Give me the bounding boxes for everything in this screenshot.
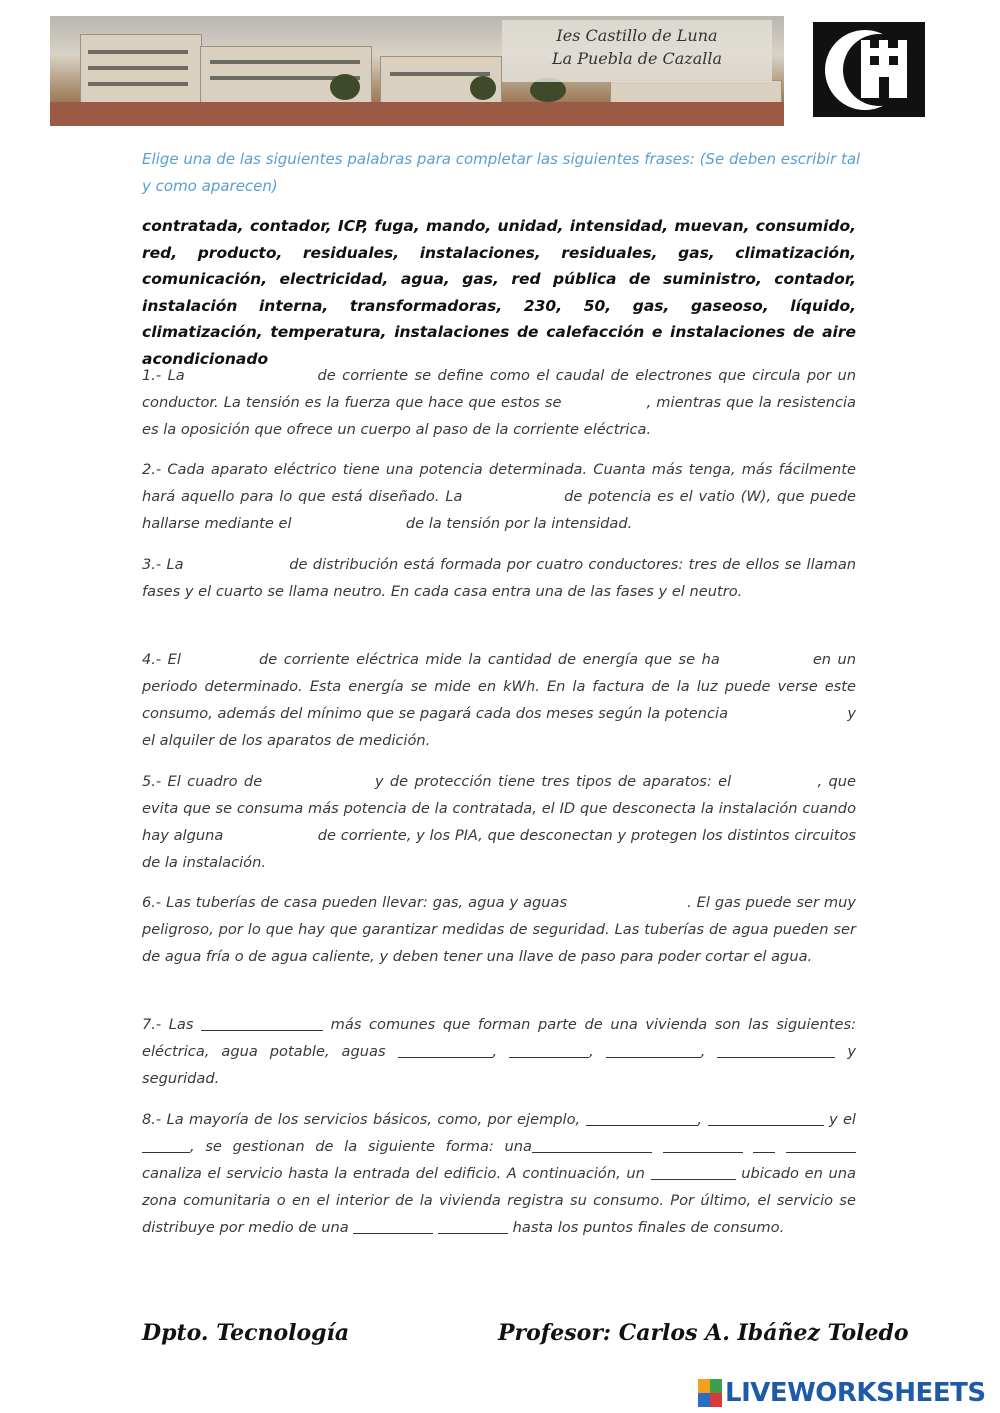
exercise-text: , [700,1043,706,1060]
answer-field[interactable] [191,366,311,382]
answer-field[interactable] [708,1110,824,1126]
answer-field[interactable] [586,1110,698,1126]
answer-field[interactable] [438,1218,508,1234]
answer-field[interactable] [606,1042,701,1058]
answer-field[interactable] [753,1137,775,1153]
answer-field[interactable] [509,1042,589,1058]
teacher-label: Profesor: Carlos A. Ibáñez Toledo [498,1320,909,1346]
exercise-text: , [589,1043,594,1060]
exercise-text: de corriente eléctrica mide la cantidad de energía que se ha [258,651,720,668]
exercise-text: 7.- Las [142,1016,194,1033]
exercise-text: de la tensión por la intensidad. [405,515,633,532]
answer-field[interactable] [468,487,558,503]
exercise-text: , [492,1043,498,1060]
exercise-text: 3.- La [142,556,184,573]
exercise-text: en un periodo determinado. Esta energía se mide en kWh. En la factura de la luz puede verse este consumo, además del mínimo que se pagará cada dos meses según la potencia [142,651,857,722]
exercise-7 [142,1011,856,1092]
exercise-5 [142,768,856,876]
exercise-6 [142,889,856,970]
answer-field[interactable] [398,1042,493,1058]
exercise-2 [142,456,856,537]
exercise-1 [142,362,856,443]
exercise-text: 8.- La mayoría de los servicios básicos, como, por ejemplo, [142,1111,581,1128]
word-list: contratada, contador, ICP, fuga, mando, unidad, intensidad, muevan, consumido, red, producto, residuales, instalaciones, residuales, gas, climatización, comunicación, electricidad, agua, gas, red pública de suministro, contador, instalación interna, transformadoras, 230, 50, gas, gaseoso, líquido, climatización, temperatura, instalaciones de calefacción e instalaciones de aire acondicionado [142,217,856,368]
instructions-text: Elige una de las siguientes palabras para completar las siguientes frases: (Se deben escribir tal y como aparecen) [142,150,861,195]
liveworksheets-badge-icon [698,1379,722,1407]
answer-field[interactable] [651,1164,736,1180]
exercise-text: . El gas puede ser muy peligroso, por lo que hay que garantizar medidas de seguridad. Las tuberías de agua pueden ser de agua fría o de agua caliente, y deben tener una llave de paso para poder cortar el agua. [142,894,857,965]
school-banner-image [50,16,784,126]
school-name: Ies Castillo de Luna [556,26,718,45]
answer-field[interactable] [142,1137,190,1153]
liveworksheets-logo[interactable] [698,1376,986,1410]
exercise-text: y el [828,1111,856,1128]
answer-field[interactable] [189,555,284,571]
exercise-text: ubicado en una zona comunitaria o en el interior de la vivienda registra su consumo. Por último, el servicio se distribuye por medio de una [142,1165,856,1236]
exercise-8 [142,1106,856,1241]
answer-field[interactable] [201,1015,323,1031]
answer-field[interactable] [187,650,252,666]
exercise-text: 6.- Las tuberías de casa pueden llevar: gas, agua y aguas [142,894,568,911]
answer-field[interactable] [353,1218,433,1234]
answer-field[interactable] [786,1137,856,1153]
answer-field[interactable] [532,1137,652,1153]
answer-field[interactable] [726,650,806,666]
exercise-text: 1.- La [142,367,185,384]
answer-field[interactable] [269,772,369,788]
answer-field[interactable] [663,1137,743,1153]
answer-field[interactable] [717,1042,835,1058]
answer-field[interactable] [738,772,818,788]
exercise-4 [142,646,856,754]
exercise-text: y seguridad. [142,1043,857,1087]
exercise-text: canaliza el servicio hasta la entrada del edificio. A continuación, un [142,1165,645,1182]
exercise-text: de potencia es el vatio (W), que puede hallarse mediante el [142,488,857,532]
answer-field[interactable] [296,514,401,530]
exercise-text: 5.- El cuadro de [142,773,263,790]
exercise-text: , se gestionan de la siguiente forma: una [190,1138,532,1155]
exercise-text: 2.- Cada aparato eléctrico tiene una potencia determinada. Cuanta más tenga, más fácilmente hará aquello para lo que está diseñado. La [142,461,856,505]
liveworksheets-brand: LIVEWORKSHEETS [725,1378,986,1408]
exercise-text: de corriente se define como el caudal de electrones que circula por un conductor. La tensión es la fuerza que hace que estos se [142,367,857,411]
exercise-text: hasta los puntos finales de consumo. [512,1219,785,1236]
exercise-text: 4.- El [142,651,181,668]
exercise-text: de distribución está formada por cuatro conductores: tres de ellos se llaman fases y el cuarto se llama neutro. En cada casa entra una de las fases y el neutro. [142,556,857,600]
castle-moon-logo-icon [813,22,925,117]
answer-field[interactable] [733,704,843,720]
exercise-text: , mientras que la resistencia es la oposición que ofrece un cuerpo al paso de la corriente eléctrica. [142,394,856,438]
school-name-caption [502,20,772,82]
answer-field[interactable] [572,893,687,909]
school-town: La Puebla de Cazalla [551,49,723,68]
exercise-3 [142,551,856,605]
answer-field[interactable] [567,393,647,409]
department-label: Dpto. Tecnología [142,1320,350,1346]
exercise-text: más comunes que forman parte de una vivienda son las siguientes: eléctrica, agua potable, aguas [142,1016,856,1060]
exercise-text: y de protección tiene tres tipos de aparatos: el [374,773,732,790]
exercise-text: de corriente, y los PIA, que desconectan y protegen los distintos circuitos de la instalación. [142,827,856,871]
exercise-text: , que evita que se consuma más potencia de la contratada, el ID que desconecta la instalación cuando hay alguna [142,773,856,844]
exercise-text: y el alquiler de los aparatos de medición. [142,705,857,749]
answer-field[interactable] [228,826,313,842]
exercise-text: , [697,1111,703,1128]
